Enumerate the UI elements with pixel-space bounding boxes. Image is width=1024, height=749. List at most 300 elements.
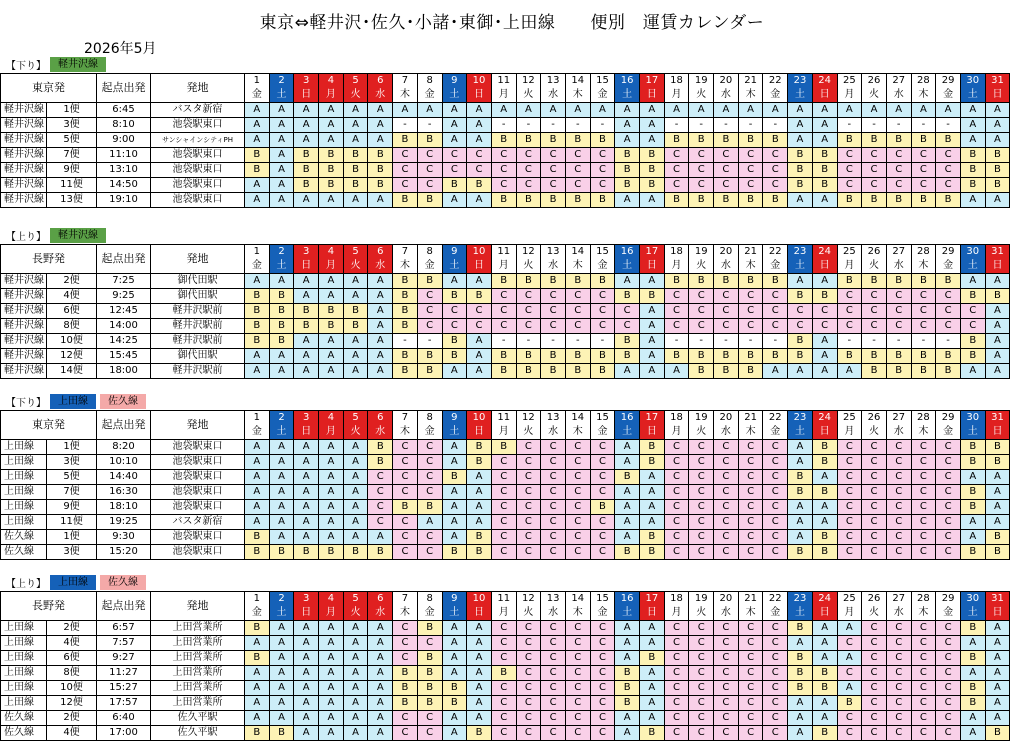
day-number: 24 [812, 411, 837, 426]
fare-cell: C [664, 545, 689, 560]
fare-cell: C [689, 726, 714, 741]
fare-cell: B [541, 274, 566, 289]
fare-cell: A [269, 485, 294, 500]
fare-cell: C [417, 289, 442, 304]
fare-cell: A [467, 364, 492, 379]
weekday-label: 水 [886, 259, 911, 274]
fare-cell: B [812, 681, 837, 696]
fare-cell: A [960, 530, 985, 545]
fare-cell: C [689, 696, 714, 711]
fare-cell: C [689, 621, 714, 636]
weekday-label: 月 [491, 88, 516, 103]
fare-cell: C [467, 304, 492, 319]
fare-cell: A [812, 334, 837, 349]
weekday-label: 火 [862, 606, 887, 621]
fare-cell: C [862, 545, 887, 560]
fare-cell: A [319, 455, 344, 470]
fare-cell: C [911, 163, 936, 178]
fare-cell: A [343, 455, 368, 470]
line-name: 軽井沢線 [1, 349, 47, 364]
table-row [1, 666, 1010, 681]
weekday-label: 土 [615, 425, 640, 440]
fare-cell: B [442, 178, 467, 193]
fare-cell: C [911, 666, 936, 681]
fare-cell: A [245, 485, 270, 500]
fare-cell: C [763, 178, 788, 193]
line-name: 上田線 [1, 455, 47, 470]
fare-cell: C [565, 545, 590, 560]
fare-cell: C [417, 711, 442, 726]
table-row [1, 178, 1010, 193]
fare-cell: A [714, 103, 739, 118]
fare-cell: B [590, 349, 615, 364]
fare-cell: A [319, 696, 344, 711]
fare-cell: B [664, 274, 689, 289]
fare-cell: C [862, 163, 887, 178]
fare-cell: C [565, 726, 590, 741]
fare-cell: - [763, 334, 788, 349]
origin-header: 東京発 [1, 74, 97, 103]
fare-cell: C [886, 726, 911, 741]
fare-cell: A [788, 696, 813, 711]
fare-cell: B [640, 289, 665, 304]
fare-cell: A [245, 349, 270, 364]
fare-cell: A [985, 666, 1010, 681]
line-name: 軽井沢線 [1, 319, 47, 334]
fare-cell: A [615, 515, 640, 530]
fare-cell: C [714, 711, 739, 726]
fare-cell: C [417, 304, 442, 319]
fare-cell: C [911, 545, 936, 560]
fare-cell: A [442, 500, 467, 515]
weekday-label: 金 [936, 259, 961, 274]
day-number: 17 [640, 74, 665, 89]
fare-cell: B [442, 696, 467, 711]
fare-cell: - [590, 118, 615, 133]
fare-cell: A [368, 530, 393, 545]
fare-cell: A [640, 711, 665, 726]
departure-stop: 池袋駅東口 [151, 148, 245, 163]
bin-number: 12便 [47, 349, 97, 364]
day-number: 13 [541, 411, 566, 426]
fare-cell: C [516, 621, 541, 636]
day-number: 18 [664, 245, 689, 260]
fare-cell: A [467, 515, 492, 530]
fare-cell: B [294, 304, 319, 319]
fare-cell: B [319, 545, 344, 560]
day-number: 2 [269, 411, 294, 426]
fare-cell: C [862, 651, 887, 666]
fare-cell: C [664, 681, 689, 696]
fare-cell: A [516, 103, 541, 118]
fare-cell: B [516, 133, 541, 148]
fare-cell: B [664, 133, 689, 148]
fare-cell: A [985, 364, 1010, 379]
day-number: 12 [516, 74, 541, 89]
fare-cell: C [664, 178, 689, 193]
fare-cell: C [590, 178, 615, 193]
fare-cell: A [245, 711, 270, 726]
fare-cell: A [319, 621, 344, 636]
time-header: 起点出発 [97, 245, 151, 274]
fare-cell: C [763, 530, 788, 545]
fare-cell: C [911, 636, 936, 651]
section-2 [0, 393, 1024, 560]
fare-cell: C [565, 440, 590, 455]
fare-cell: B [985, 178, 1010, 193]
fare-cell: B [985, 530, 1010, 545]
fare-cell: A [640, 681, 665, 696]
day-number: 18 [664, 411, 689, 426]
fare-cell: C [417, 440, 442, 455]
fare-cell: B [788, 349, 813, 364]
fare-cell: C [417, 485, 442, 500]
fare-cell: C [936, 545, 961, 560]
fare-cell: B [886, 133, 911, 148]
weekday-label: 日 [294, 425, 319, 440]
fare-cell: A [442, 118, 467, 133]
bin-number: 6便 [47, 651, 97, 666]
fare-cell: C [615, 304, 640, 319]
day-number: 4 [319, 74, 344, 89]
fare-cell: A [343, 726, 368, 741]
fare-cell: B [417, 666, 442, 681]
fare-cell: A [343, 636, 368, 651]
departure-time: 10:10 [97, 455, 151, 470]
fare-cell: A [417, 515, 442, 530]
fare-cell: B [319, 178, 344, 193]
fare-cell: C [393, 163, 418, 178]
weekday-label: 土 [788, 259, 813, 274]
fare-cell: B [467, 289, 492, 304]
day-number: 8 [417, 411, 442, 426]
fare-cell: C [936, 455, 961, 470]
fare-cell: C [664, 530, 689, 545]
fare-cell: B [393, 319, 418, 334]
fare-cell: C [936, 485, 961, 500]
fare-cell: B [294, 148, 319, 163]
departure-stop: 池袋駅東口 [151, 118, 245, 133]
fare-cell: C [664, 148, 689, 163]
fare-cell: C [862, 455, 887, 470]
fare-cell: A [393, 103, 418, 118]
fare-cell: C [491, 163, 516, 178]
weekday-label: 日 [812, 88, 837, 103]
fare-cell: B [812, 440, 837, 455]
fare-cell: - [936, 118, 961, 133]
fare-cell: A [368, 133, 393, 148]
fare-cell: C [491, 289, 516, 304]
weekday-label: 金 [763, 425, 788, 440]
weekday-label: 土 [269, 259, 294, 274]
fare-cell: B [837, 274, 862, 289]
weekday-label: 水 [368, 88, 393, 103]
fare-cell: B [516, 364, 541, 379]
section-1 [0, 227, 1024, 379]
weekday-label: 火 [516, 259, 541, 274]
day-number: 6 [368, 74, 393, 89]
day-number: 28 [911, 592, 936, 607]
weekday-label: 土 [442, 88, 467, 103]
day-number: 23 [788, 592, 813, 607]
fare-cell: A [269, 681, 294, 696]
fare-cell: B [565, 193, 590, 208]
fare-cell: A [615, 364, 640, 379]
fare-cell: A [960, 636, 985, 651]
fare-cell: A [985, 636, 1010, 651]
fare-cell: C [911, 485, 936, 500]
fare-cell: A [245, 636, 270, 651]
day-number: 29 [936, 411, 961, 426]
fare-cell: A [467, 651, 492, 666]
day-number: 8 [417, 245, 442, 260]
fare-cell: C [911, 304, 936, 319]
fare-cell: C [837, 148, 862, 163]
fare-cell: A [812, 133, 837, 148]
day-number: 26 [862, 411, 887, 426]
fare-cell: C [664, 163, 689, 178]
weekday-label: 土 [269, 606, 294, 621]
fare-cell: B [565, 133, 590, 148]
fare-cell: B [343, 304, 368, 319]
fare-cell: C [590, 621, 615, 636]
fare-cell: C [467, 163, 492, 178]
fare-cell: C [936, 515, 961, 530]
fare-cell: A [788, 193, 813, 208]
fare-cell: B [812, 726, 837, 741]
day-number: 31 [985, 74, 1010, 89]
fare-cell: A [269, 696, 294, 711]
weekday-label: 日 [812, 425, 837, 440]
fare-cell: A [294, 500, 319, 515]
fare-cell: B [788, 651, 813, 666]
fare-cell: B [960, 500, 985, 515]
fare-cell: C [738, 485, 763, 500]
fare-cell: B [689, 193, 714, 208]
fare-cell: C [936, 681, 961, 696]
fare-cell: C [862, 470, 887, 485]
fare-cell: A [442, 636, 467, 651]
departure-stop: 池袋駅東口 [151, 500, 245, 515]
fare-cell: B [985, 726, 1010, 741]
fare-cell: C [590, 651, 615, 666]
fare-cell: C [788, 319, 813, 334]
fare-cell: B [269, 304, 294, 319]
fare-cell: A [640, 274, 665, 289]
fare-cell: B [491, 666, 516, 681]
fare-cell: A [467, 133, 492, 148]
weekday-label: 日 [294, 259, 319, 274]
table-row [1, 621, 1010, 636]
fare-cell: C [837, 666, 862, 681]
fare-cell: C [837, 530, 862, 545]
weekday-label: 土 [442, 259, 467, 274]
fare-cell: A [319, 334, 344, 349]
fare-cell: A [269, 118, 294, 133]
fare-cell: - [837, 334, 862, 349]
fare-cell: A [615, 274, 640, 289]
fare-cell: A [615, 455, 640, 470]
fare-cell: A [960, 726, 985, 741]
day-number: 5 [343, 245, 368, 260]
weekday-label: 日 [812, 259, 837, 274]
day-number: 9 [442, 592, 467, 607]
fare-cell: A [467, 500, 492, 515]
fare-cell: B [960, 289, 985, 304]
fare-cell: C [862, 530, 887, 545]
fare-cell: C [714, 304, 739, 319]
fare-cell: A [640, 666, 665, 681]
day-number: 27 [886, 592, 911, 607]
fare-cell: A [442, 440, 467, 455]
fare-cell: A [788, 711, 813, 726]
fare-cell: - [590, 334, 615, 349]
fare-cell: C [886, 163, 911, 178]
fare-cell: C [714, 545, 739, 560]
line-name: 上田線 [1, 515, 47, 530]
table-row [1, 440, 1010, 455]
fare-cell: C [911, 148, 936, 163]
line-name: 上田線 [1, 485, 47, 500]
weekday-label: 金 [245, 425, 270, 440]
fare-cell: B [417, 696, 442, 711]
day-number: 11 [491, 592, 516, 607]
fare-cell: A [467, 485, 492, 500]
weekday-label: 日 [640, 259, 665, 274]
fare-cell: A [442, 726, 467, 741]
fare-cell: A [368, 289, 393, 304]
fare-cell: B [862, 364, 887, 379]
fare-cell: A [640, 193, 665, 208]
fare-cell: C [911, 621, 936, 636]
fare-cell: B [442, 545, 467, 560]
day-number: 3 [294, 74, 319, 89]
fare-cell: C [590, 485, 615, 500]
line-name: 軽井沢線 [1, 148, 47, 163]
fare-cell: C [541, 621, 566, 636]
fare-cell: A [985, 470, 1010, 485]
fare-cell: B [960, 485, 985, 500]
fare-cell: C [714, 666, 739, 681]
day-number: 18 [664, 592, 689, 607]
fare-cell: C [763, 148, 788, 163]
table-row [1, 515, 1010, 530]
fare-cell: C [590, 515, 615, 530]
fare-cell: C [837, 455, 862, 470]
fare-cell: A [788, 455, 813, 470]
fare-cell: C [886, 621, 911, 636]
fare-cell: C [393, 515, 418, 530]
day-number: 16 [615, 74, 640, 89]
day-number: 22 [763, 245, 788, 260]
fare-cell: B [936, 364, 961, 379]
fare-cell: A [985, 515, 1010, 530]
fare-cell: A [442, 621, 467, 636]
fare-cell: C [417, 163, 442, 178]
fare-cell: C [516, 304, 541, 319]
fare-cell: C [393, 178, 418, 193]
fare-cell: A [368, 681, 393, 696]
fare-cell: B [640, 148, 665, 163]
fare-cell: A [812, 651, 837, 666]
fare-cell: - [936, 334, 961, 349]
fare-cell: C [763, 500, 788, 515]
weekday-label: 火 [516, 606, 541, 621]
weekday-label: 木 [565, 606, 590, 621]
fare-cell: B [886, 349, 911, 364]
fare-cell: B [245, 304, 270, 319]
fare-cell: C [590, 726, 615, 741]
weekday-label: 日 [467, 88, 492, 103]
stop-header: 発地 [151, 411, 245, 440]
line-badge: 軽井沢線 [50, 57, 106, 72]
fare-cell: B [393, 500, 418, 515]
weekday-label: 月 [319, 259, 344, 274]
fare-cell: C [862, 666, 887, 681]
departure-time: 14:00 [97, 319, 151, 334]
fare-cell: C [491, 500, 516, 515]
fare-cell: B [837, 349, 862, 364]
fare-cell: C [936, 651, 961, 666]
day-number: 29 [936, 592, 961, 607]
fare-cell: B [911, 133, 936, 148]
day-number: 3 [294, 245, 319, 260]
bin-number: 10便 [47, 681, 97, 696]
weekday-label: 金 [936, 425, 961, 440]
fare-cell: C [541, 545, 566, 560]
fare-cell: B [936, 193, 961, 208]
fare-cell: A [368, 319, 393, 334]
fare-cell: C [417, 148, 442, 163]
fare-cell: A [615, 651, 640, 666]
fare-cell: A [319, 681, 344, 696]
fare-cell: C [664, 485, 689, 500]
day-number: 5 [343, 592, 368, 607]
fare-cell: A [343, 530, 368, 545]
day-number: 6 [368, 411, 393, 426]
weekday-label: 日 [985, 606, 1010, 621]
fare-cell: C [936, 530, 961, 545]
fare-cell: C [911, 500, 936, 515]
fare-cell: A [319, 530, 344, 545]
fare-cell: A [640, 349, 665, 364]
fare-cell: B [615, 681, 640, 696]
table-row [1, 545, 1010, 560]
line-name: 上田線 [1, 681, 47, 696]
fare-cell: C [516, 440, 541, 455]
fare-cell: C [565, 666, 590, 681]
day-number: 25 [837, 74, 862, 89]
fare-cell: C [738, 440, 763, 455]
table-row [1, 711, 1010, 726]
fare-cell: C [491, 470, 516, 485]
fare-cell: A [294, 289, 319, 304]
day-number: 30 [960, 592, 985, 607]
fare-cell: B [590, 500, 615, 515]
day-number: 21 [738, 74, 763, 89]
stop-header: 発地 [151, 245, 245, 274]
fare-cell: A [837, 681, 862, 696]
fare-cell: C [936, 304, 961, 319]
day-number: 27 [886, 411, 911, 426]
fare-cell: C [936, 726, 961, 741]
day-number: 1 [245, 245, 270, 260]
fare-cell: C [911, 289, 936, 304]
fare-cell: C [541, 289, 566, 304]
fare-cell: C [664, 500, 689, 515]
fare-cell: A [812, 636, 837, 651]
weekday-label: 木 [393, 425, 418, 440]
